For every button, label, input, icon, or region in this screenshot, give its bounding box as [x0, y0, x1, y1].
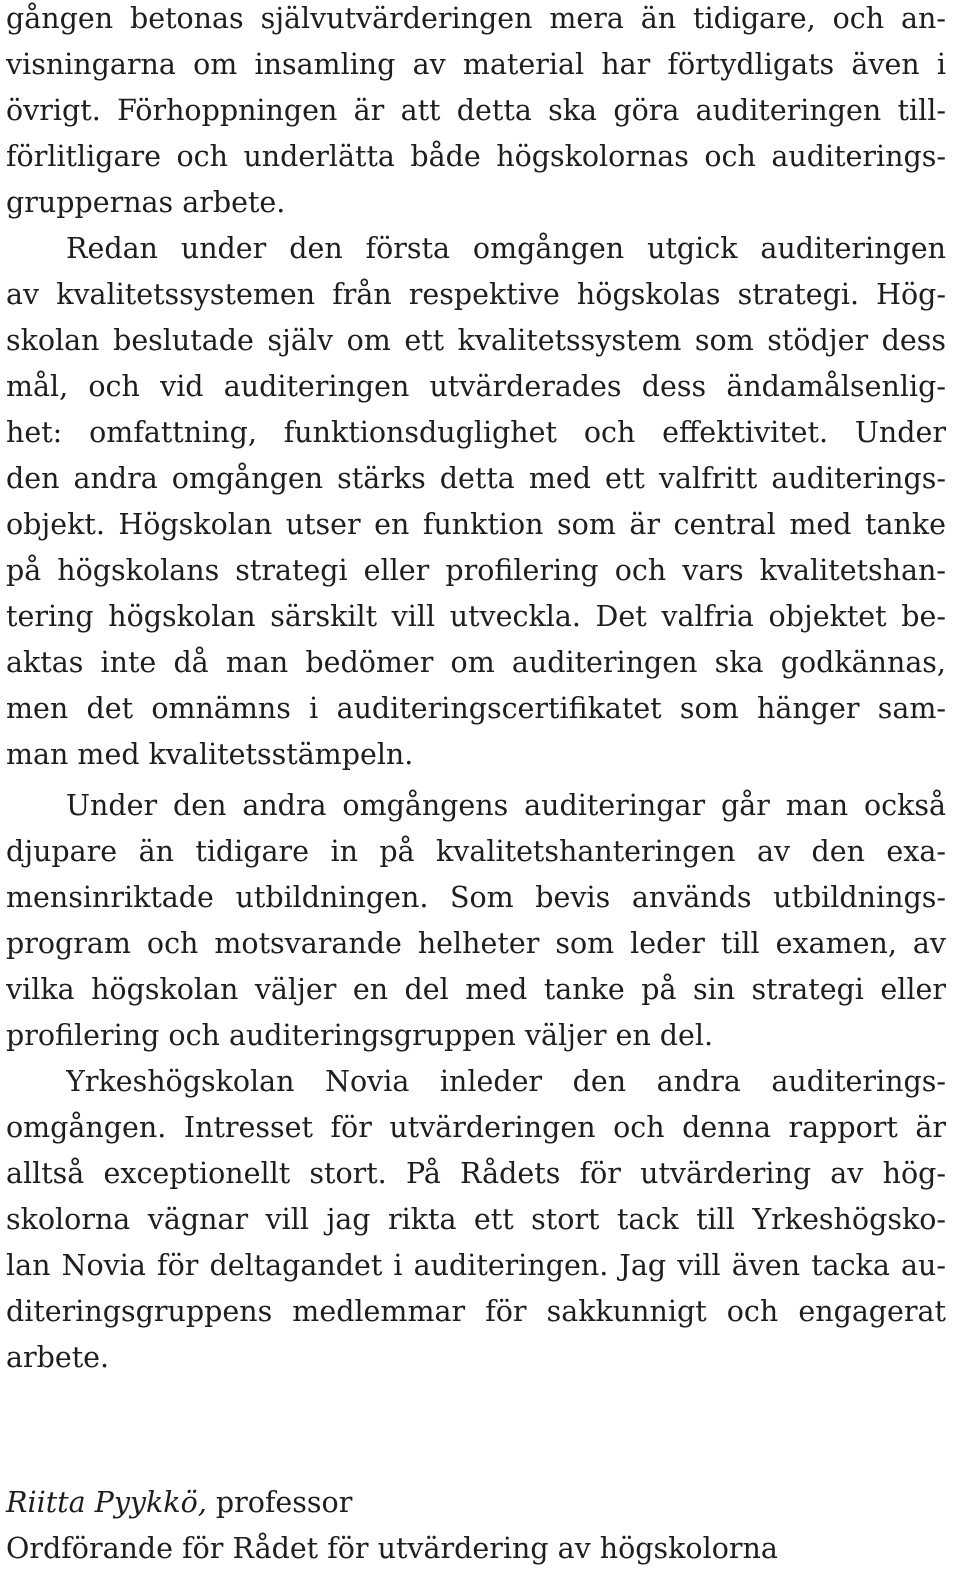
- text-line: övrigt. Förhoppningen är att detta ska göra auditeringen till-: [6, 94, 946, 127]
- text-line: omgången. Intresset för utvärderingen och denna rapport är: [6, 1111, 946, 1144]
- text-line: profilering och auditeringsgruppen väljer en del.: [6, 1019, 714, 1052]
- text-line: Under den andra omgångens auditeringar går man också: [66, 789, 946, 822]
- text-line: visningarna om insamling av material har förtydligats även i: [6, 48, 946, 81]
- text-line: lan Novia för deltagandet i auditeringen. Jag vill även tacka au-: [6, 1249, 946, 1282]
- signatory-title: professor: [206, 1486, 353, 1519]
- text-line: gången betonas självutvärderingen mera än tidigare, och an-: [6, 2, 946, 35]
- text-line: program och motsvarande helheter som leder till examen, av: [6, 927, 946, 960]
- signatory-role: Ordförande för Rådet för utvärdering av högskolorna: [6, 1532, 778, 1565]
- text-line: mensinriktade utbildningen. Som bevis används utbildnings-: [6, 881, 946, 914]
- text-line: av kvalitetssystemen från respektive högskolas strategi. Hög-: [6, 278, 946, 311]
- text-line: skolan beslutade själv om ett kvalitetssystem som stödjer dess: [6, 324, 946, 357]
- text-line: objekt. Högskolan utser en funktion som är central med tanke: [6, 508, 946, 541]
- text-line: gruppernas arbete.: [6, 186, 286, 219]
- text-line: aktas inte då man bedömer om auditeringen ska godkännas,: [6, 646, 946, 679]
- text-line: diteringsgruppens medlemmar för sakkunnigt och engagerat: [6, 1295, 946, 1328]
- text-line: skolorna vägnar vill jag rikta ett stort tack till Yrkeshögsko-: [6, 1203, 946, 1236]
- text-line: tering högskolan särskilt vill utveckla. Det valfria objektet be-: [6, 600, 946, 633]
- text-line: man med kvalitetsstämpeln.: [6, 738, 414, 771]
- text-line: Yrkeshögskolan Novia inleder den andra auditerings-: [66, 1065, 946, 1098]
- text-line: den andra omgången stärks detta med ett valfritt auditerings-: [6, 462, 946, 495]
- text-line: alltså exceptionellt stort. På Rådets för utvärdering av hög-: [6, 1157, 946, 1190]
- text-line: Redan under den första omgången utgick auditeringen: [66, 232, 946, 265]
- text-line: förlitligare och underlätta både högskolornas och auditerings-: [6, 140, 946, 173]
- signature-line: [6, 1480, 352, 1526]
- text-line: på högskolans strategi eller profilering och vars kvalitetshan-: [6, 554, 946, 587]
- text-line: het: omfattning, funktionsduglighet och effektivitet. Under: [6, 416, 946, 449]
- text-line: arbete.: [6, 1341, 110, 1374]
- text-line: djupare än tidigare in på kvalitetshanteringen av den exa-: [6, 835, 946, 868]
- text-line: vilka högskolan väljer en del med tanke på sin strategi eller: [6, 973, 946, 1006]
- text-line: men det omnämns i auditeringscertifikatet som hänger sam-: [6, 692, 946, 725]
- text-line: mål, och vid auditeringen utvärderades dess ändamålsenlig-: [6, 370, 946, 403]
- signatory-name: Riitta Pyykkö,: [6, 1486, 207, 1519]
